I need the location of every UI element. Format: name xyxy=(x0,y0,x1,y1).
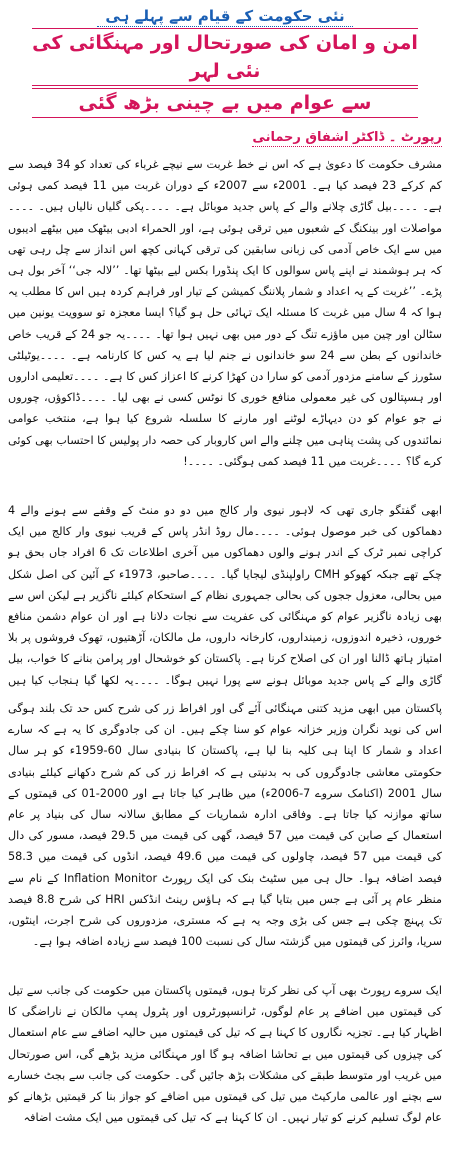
headline-line-2: سے عوام میں بے چینی بڑھ گئی xyxy=(78,92,372,114)
headline-box xyxy=(32,28,418,86)
article-masthead xyxy=(8,6,442,118)
byline-row xyxy=(8,126,442,148)
paragraph-4: ایک سروے رپورٹ بھی آپ کی نظر کرتا ہوں، قیمتوں پاکستان میں حکومت کی جانب سے تیل کی قیمتوں میں اضافے پر عام لوگوں، ٹرانسپورٹروں اور پٹرول پمپ مالکان نے ناراضگی کا اظہار کیا ہے۔ تجزیہ نگاروں کا کہنا ہے کہ تیل کی قیمتوں میں حالیہ اضافے سے عام استعمال کی چیزوں کی قیمتوں میں بے تحاشا اضافہ ہو گا اور مہنگائی مزید بڑھے گی، اس صورتحال میں غریب اور متوسط طبقے کی مشکلات بڑھ جائیں گی۔ حکومت کی جانب سے بجٹ خسارے سے بچنے اور عالمی مارکیٹ میں تیل کی قیمتوں میں اضافے کو جواز بنا کر قیمتیں بڑھانے کو عام لوگ تسلیم کرنے کو تیار نہیں۔ ان کا کہنا ہے کہ تیل کی قیمتوں میں ایک مشت اضافہ xyxy=(8,984,442,1125)
article-kicker xyxy=(8,6,442,26)
paragraph-1: مشرف حکومت کا دعویٰ ہے کہ اس نے خط غربت سے نیچے غرباء کی تعداد کو 34 فیصد سے کم کرکے 23 فیصد کیا ہے۔ 2001ء سے 2007ء کے دوران غربت میں 11 فیصد کمی ہوئی ہے۔ ۔۔۔۔بیل گاڑی چلانے والے کے پاس جدید موبائل ہے۔ ۔۔۔۔پکی گلیاں نالیاں ہیں۔ ۔۔۔۔مواصلات اور بینکنگ کے شعبوں میں ترقی ہوئی ہے، اور الحمراء ادبی بیٹھک میں بیٹھے ادیبوں میں سے ایک خاص آدمی کی زبانی سابقین کی ترقی کہانی کچھ اس انداز سے چل رہی تھی کہ ہر ہوشمند نے اپنے پاس سوالوں کا ایک پنڈورا بکس لیے بیٹھا تھا۔ ’’لالہ جی‘‘ آخر بول ہی پڑے۔ ’’غربت کے یہ اعداد و شمار پلاننگ کمیشن کے تیار اور فراہم کردہ ہیں اس کا مطلب یہ ہوا کہ 4 سال میں غربت کا مسئلہ ایک تہائی حل ہو گیا؟ ایسا معجزہ تو سوویت یونین میں سٹالن اور چین میں ماؤزے تنگ کے دور میں بھی نہیں ہوا تھا۔ ۔۔۔۔یہ جو 24 کے قریب خاص خاندانوں کے بطن سے 24 سو خاندانوں نے جنم لیا ہے یہ کس کا کارنامہ ہے۔ ۔۔۔۔یوٹیلٹی سٹورز کے سامنے مزدور آدمی کو سارا دن کھڑا کرنے کا اعزاز کس کا ہے۔ ۔۔۔۔تعلیمی اداروں اور ہسپتالوں کی غیر معمولی منافع خوری کا نوٹس کسی نے بھی لیا۔ ۔۔۔۔ڈاکوؤں، چوروں نے جو عوام کو دن دیہاڑے لوٹنے اور مارنے کا سلسلہ شروع کیا ہوا ہے، منتخب عوامی نمائندوں کی پشت پناہی میں چلنے والے اس کاروبار کی حصہ دار پولیس کا احتساب بھی کوئی کرے گا؟ ۔۔۔۔غربت میں 11 فیصد کمی ہوگئی۔ ۔۔۔۔! xyxy=(8,158,442,468)
paragraph-3: پاکستان میں ابھی مزید کتنی مہنگائی آئے گی اور افراط زر کی شرح کس حد تک بلند ہوگی اس کی نوید نگران وزیر خزانہ عوام کو سنا چکے ہیں۔ ان کی جادوگری کا یہ ہے کہ سارے اعداد و شمار کا اپنا ہی کلیہ بنا لیا ہے، پاکستان کا بنیادی سال 60-1959ء کو ہر سال حکومتی معاشی جادوگروں کی بہ بدنیتی ہے کہ افراط زر کی کم شرح دکھانے کیلئے بنیادی سال 2001 (اکنامک سروے 7-2006ء) میں ظاہر کیا جاتا ہے اور 2000-01 کی قیمتوں کے ساتھ موازنہ کیا جاتا ہے۔ وفاقی ادارہ شماریات کے مطابق سالانہ سال کی بنیاد پر عام استعمال کے صابن کی قیمت میں 57 فیصد، گھی کی قیمت میں 29.5 فیصد، مسور کی دال کی قیمت میں 57 فیصد، چاولوں کی قیمت میں 49.6 فیصد، انڈوں کی قیمت میں 58.3 فیصد اضافہ ہوا۔ حال ہی میں سٹیٹ بنک کی ایک رپورٹ Inflation Monitor کے نام سے منظر عام پر آئی ہے جس میں بتایا گیا ہے کہ ہاؤس رینٹ انڈکس HRI کی شرح 8.8 فیصد تک پہنچ چکی ہے جس کی بڑی وجہ یہ ہے کہ مستری، مزدوروں کی شرح اجرت، اینٹوں، سریا، وائرز کی قیمتوں میں گزشتہ سال کی نسبت 100 فیصد سے زیادہ اضافہ ہوا ہے۔ xyxy=(8,702,442,949)
kicker-text: نئی حکومت کے قیام سے پہلے ہی xyxy=(97,6,352,27)
headline-line-1: امن و امان کی صورتحال اور مہنگائی کی نئی لہر xyxy=(32,32,418,82)
headline-box-2 xyxy=(32,88,418,118)
paragraph-2: ابھی گفتگو جاری تھی کہ لاہور نیوی وار کالج میں دو دو منٹ کے وقفے سے ہونے والے 4 دھماکوں کی خبر موصول ہوئی۔ ۔۔۔۔مال روڈ انڈر پاس کے قریب نیوی وار کالج میں ایک کراچی نمبر ٹرک کے اندر ہونے والوں دھماکوں میں آخری اطلاعات تک 6 افراد جاں بحق ہو چکے تھے جبکہ کھوکو CMH راولپنڈی لیجایا گیا۔ ۔۔۔۔صاحبو، 1973ء کے آئین کی اصل شکل میں بحالی، معزول ججوں کی بحالی جمہوری نظام کے استحکام کیلئے ناگزیر ہے لیکن اس سے بھی زیادہ ناگزیر عوام کو مہنگائی کی عفریت سے نجات دلانا ہے اور ان عوام دشمن منافع خوروں، ذخیرہ اندوزوں، زمینداروں، کارخانہ داروں، مل مالکان، آڑھتیوں، تھوک فروشوں پر بلا امتیاز ہاتھ ڈالنا اور ان کی اصلاح کرنا ہے۔ پاکستان کو خوشحال اور پرامن بنانے کا خواب، بیل گاڑی والے کے پاس جدید موبائل ہونے سے پورا نہیں ہوگا۔ ۔۔۔۔یہ لکھا گیا ہنجاب کیا ہیں xyxy=(8,504,442,687)
byline: رپورٹ ۔ ڈاکٹر اشفاق رحمانی xyxy=(252,130,442,145)
article-body xyxy=(8,154,442,1150)
